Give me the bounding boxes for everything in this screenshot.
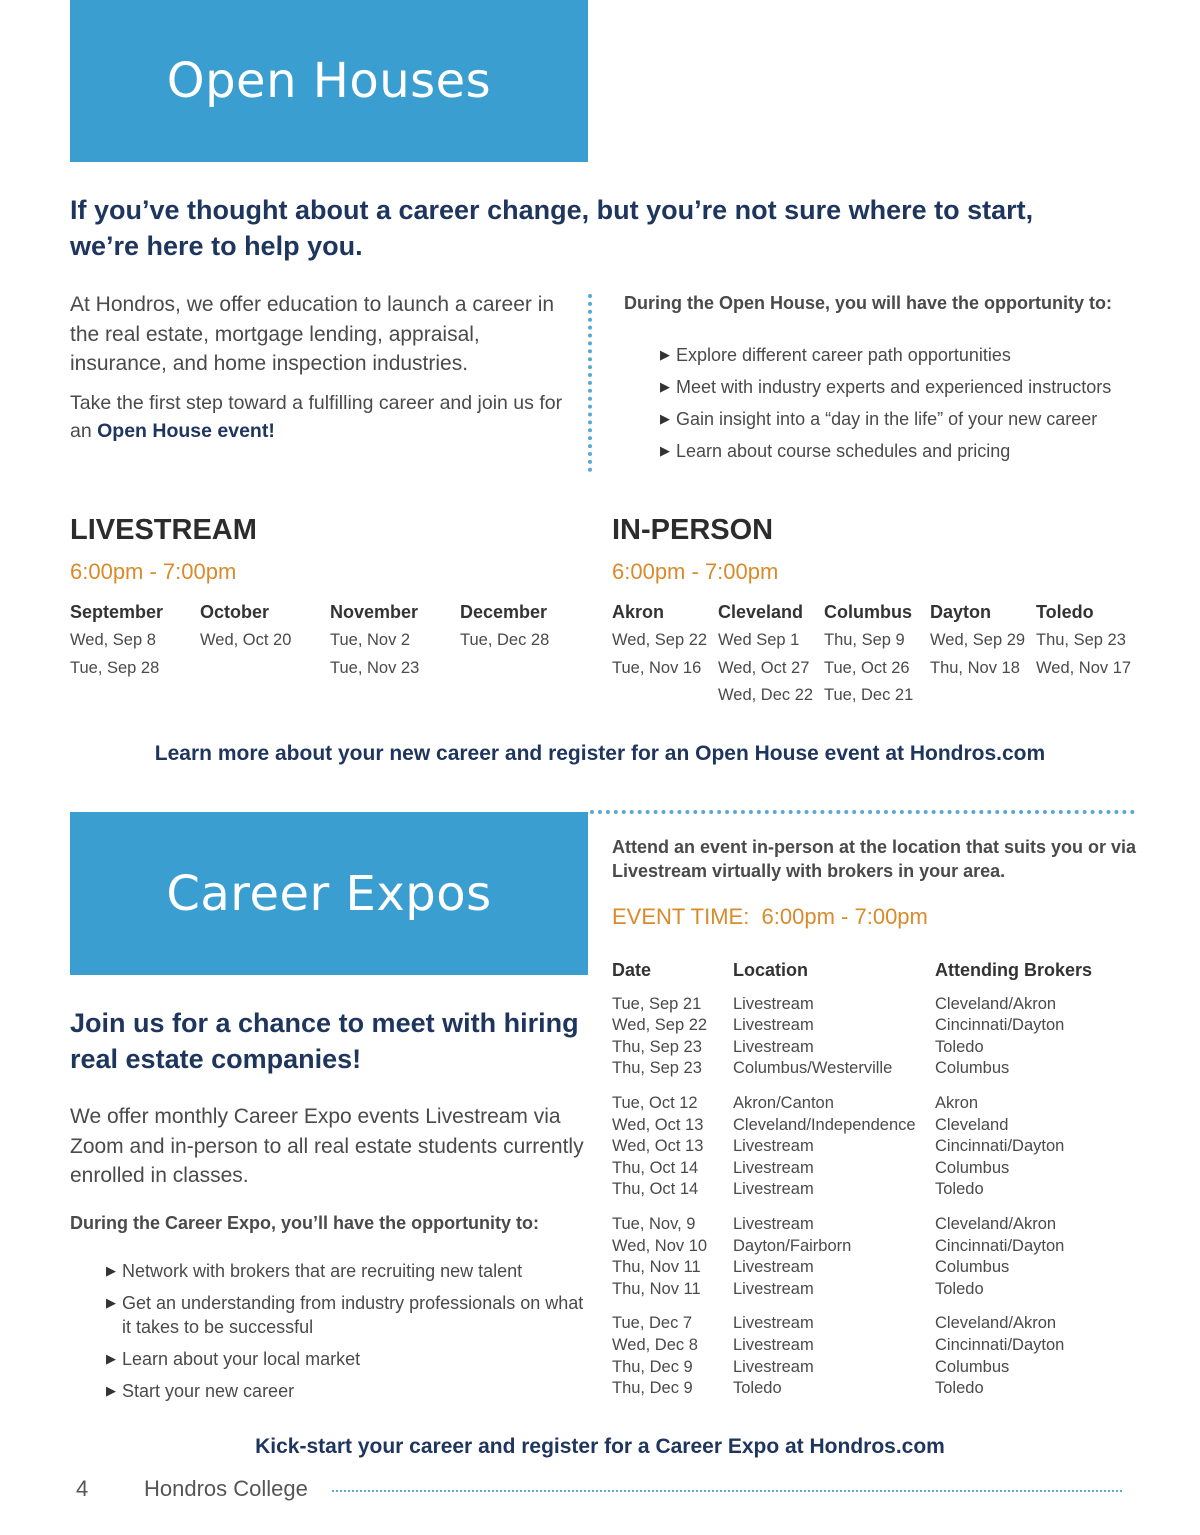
livestream-schedule: [70, 602, 590, 682]
brokers-cell: Columbus: [935, 1059, 1010, 1078]
schedule-date: Wed Sep 1: [718, 631, 800, 649]
table-row: [612, 1115, 1152, 1137]
livestream-title: LIVESTREAM: [70, 514, 257, 546]
date-cell: Thu, Dec 9: [612, 1357, 693, 1376]
schedule-date: Thu, Nov 18: [930, 658, 1020, 677]
schedule-column: [718, 602, 824, 710]
date-cell: Wed, Sep 22: [612, 1016, 708, 1035]
schedule-date: Tue, Oct 26: [824, 658, 910, 677]
schedule-date: Thu, Sep 23: [1036, 631, 1126, 649]
brokers-cell: Cleveland/Akron: [935, 994, 1057, 1013]
list-item: ▶ Meet with industry experts and experienced instructors: [660, 377, 1112, 397]
month-header: November: [330, 602, 419, 622]
date-cell: Tue, Sep 21: [612, 994, 702, 1013]
expo-month-group: [612, 1214, 1152, 1300]
schedule-date: Wed, Sep 29: [930, 631, 1026, 649]
brokers-cell: Columbus: [935, 1357, 1010, 1376]
date-cell: Thu, Sep 23: [612, 1059, 702, 1078]
column-header: Attending Brokers: [935, 960, 1093, 980]
city-header: Akron: [612, 602, 665, 622]
intro-paragraph-2-text: Take the first step toward a fulfilling career and join us for an: [70, 391, 563, 442]
schedule-column: [824, 602, 930, 710]
table-row: [612, 1214, 1152, 1236]
career-expos-title: Career Expos: [166, 865, 492, 922]
schedule-column: [930, 602, 1036, 710]
table-row: [612, 1037, 1152, 1059]
table-row: [612, 1279, 1152, 1301]
location-cell: Akron/Canton: [733, 1093, 834, 1112]
date-cell: Tue, Nov, 9: [612, 1214, 696, 1233]
open-houses-title: Open Houses: [166, 53, 492, 109]
location-cell: Livestream: [733, 1335, 814, 1354]
career-expos-body: We offer monthly Career Expo events Livestream via Zoom and in-person to all real estate students currently enrolled in classes.: [70, 1105, 584, 1187]
schedule-date: Wed, Sep 22: [612, 631, 708, 649]
list-item: ▶ Network with brokers that are recruiting new talent: [106, 1261, 523, 1281]
city-header: Toledo: [1036, 602, 1094, 622]
triangle-bullet-icon: ▶: [106, 1263, 116, 1278]
career-expos-banner: [70, 812, 588, 975]
schedule-date: Wed, Dec 22: [718, 686, 814, 704]
brokers-cell: Toledo: [935, 1379, 984, 1398]
schedule-date: Tue, Dec 21: [824, 686, 914, 704]
schedule-date: Wed, Oct 20: [200, 631, 292, 649]
location-cell: Livestream: [733, 1137, 814, 1156]
column-header: Date: [612, 960, 652, 980]
location-cell: Livestream: [733, 994, 814, 1013]
table-row: [612, 1136, 1152, 1158]
triangle-bullet-icon: ▶: [106, 1351, 116, 1366]
month-header: October: [200, 602, 270, 622]
expo-schedule-table: [612, 960, 1152, 1413]
schedule-date: Thu, Sep 9: [824, 631, 905, 649]
table-row: [612, 1357, 1152, 1379]
location-cell: Livestream: [733, 1279, 814, 1298]
location-cell: Livestream: [733, 1214, 814, 1233]
expo-month-group: [612, 1313, 1152, 1399]
city-header: Cleveland: [718, 602, 804, 622]
brokers-cell: Cincinnati/Dayton: [935, 1016, 1065, 1035]
date-cell: Tue, Dec 7: [612, 1314, 693, 1333]
brokers-cell: Toledo: [935, 1279, 984, 1298]
expo-month-group: [612, 994, 1152, 1080]
brokers-cell: Cleveland/Akron: [935, 1314, 1057, 1333]
location-cell: Toledo: [733, 1379, 782, 1398]
career-expo-opportunity-lead: During the Career Expo, you’ll have the opportunity to:: [70, 1213, 540, 1233]
schedule-column: [460, 602, 590, 682]
brokers-cell: Cincinnati/Dayton: [935, 1335, 1065, 1354]
location-cell: Livestream: [733, 1180, 814, 1199]
horizontal-dotted-divider: [590, 810, 1135, 814]
date-cell: Thu, Oct 14: [612, 1158, 699, 1177]
column-header: Location: [733, 960, 808, 980]
triangle-bullet-icon: ▶: [106, 1383, 116, 1398]
footer-brand: Hondros College: [144, 1476, 308, 1501]
date-cell: Thu, Dec 9: [612, 1379, 693, 1398]
career-expos-headline: Join us for a chance to meet with hiring real estate companies!: [70, 1008, 579, 1074]
open-houses-banner: [70, 0, 588, 162]
date-cell: Wed, Nov 10: [612, 1236, 708, 1255]
location-cell: Columbus/Westerville: [733, 1059, 893, 1078]
in-person-schedule: [612, 602, 1142, 710]
schedule-date: Tue, Sep 28: [70, 658, 160, 677]
location-cell: Livestream: [733, 1037, 814, 1056]
list-item: ▶ Start your new career: [106, 1381, 295, 1401]
date-cell: Thu, Nov 11: [612, 1258, 701, 1277]
date-cell: Wed, Dec 8: [612, 1335, 698, 1354]
table-row: [612, 1179, 1152, 1201]
schedule-date: Tue, Nov 23: [330, 658, 420, 677]
location-cell: Livestream: [733, 1258, 814, 1277]
open-house-opportunity-list: [660, 343, 1150, 463]
date-cell: Wed, Oct 13: [612, 1137, 704, 1156]
schedule-date: Tue, Nov 16: [612, 658, 702, 677]
table-header-row: [612, 960, 1152, 982]
schedule-column: [200, 602, 330, 682]
brokers-cell: Columbus: [935, 1258, 1010, 1277]
table-row: [612, 1093, 1152, 1115]
open-house-event-link: Open House event!: [97, 419, 275, 442]
schedule-date: Tue, Nov 2: [330, 631, 411, 649]
intro-paragraph-2: [70, 389, 570, 445]
table-row: [612, 1236, 1152, 1258]
career-expo-opportunity-list: [106, 1259, 586, 1403]
location-cell: Livestream: [733, 1158, 814, 1177]
date-cell: Thu, Nov 11: [612, 1279, 701, 1298]
open-house-opportunity-lead: During the Open House, you will have the opportunity to:: [624, 293, 1113, 313]
expo-month-group: [612, 1093, 1152, 1201]
location-cell: Livestream: [733, 1016, 814, 1035]
date-cell: Tue, Oct 12: [612, 1093, 698, 1112]
date-cell: Wed, Oct 13: [612, 1115, 704, 1134]
attend-description: Attend an event in-person at the location that suits you or via Livestream virtually with brokers in your area.: [612, 837, 1137, 881]
open-houses-intro: [70, 290, 570, 445]
vertical-dotted-divider: [588, 294, 592, 472]
open-house-register-link[interactable]: Learn more about your new career and register for an Open House event at Hondros.com: [154, 742, 1046, 765]
table-row: [612, 1313, 1152, 1335]
event-time: EVENT TIME: 6:00pm - 7:00pm: [612, 904, 928, 929]
triangle-bullet-icon: ▶: [106, 1295, 116, 1310]
triangle-bullet-icon: ▶: [660, 379, 670, 394]
career-expo-register-link[interactable]: Kick-start your career and register for a Career Expo at Hondros.com: [255, 1435, 945, 1458]
in-person-title: IN-PERSON: [612, 514, 774, 546]
location-cell: Livestream: [733, 1357, 814, 1376]
brokers-cell: Cincinnati/Dayton: [935, 1137, 1065, 1156]
month-header: December: [460, 602, 548, 622]
expo-table-body: [612, 994, 1152, 1400]
table-row: [612, 1015, 1152, 1037]
brokers-cell: Cleveland/Akron: [935, 1214, 1057, 1233]
schedule-date: Tue, Dec 28: [460, 631, 550, 649]
brokers-cell: Cleveland: [935, 1115, 1009, 1134]
open-houses-headline: If you’ve thought about a career change, but you’re not sure where to start, we’re here to help you.: [70, 195, 1034, 261]
intro-paragraph-1: At Hondros, we offer education to launch a career in the real estate, mortgage lending, appraisal, insurance, and home inspection industries.: [70, 293, 555, 375]
livestream-time: 6:00pm - 7:00pm: [70, 559, 237, 584]
table-row: [612, 994, 1152, 1016]
brokers-cell: Cincinnati/Dayton: [935, 1236, 1065, 1255]
schedule-date: Wed, Sep 8: [70, 631, 156, 649]
schedule-date: Wed, Nov 17: [1036, 658, 1132, 677]
list-item: ▶ Gain insight into a “day in the life” of your new career: [660, 409, 1098, 429]
city-header: Dayton: [930, 602, 992, 622]
schedule-column: [1036, 602, 1142, 710]
date-cell: Thu, Oct 14: [612, 1180, 699, 1199]
table-row: [612, 1158, 1152, 1180]
brokers-cell: Columbus: [935, 1158, 1010, 1177]
page-number: 4: [76, 1476, 89, 1501]
list-item: ▶ Learn about your local market: [106, 1349, 361, 1369]
list-item: ▶ Learn about course schedules and pricing: [660, 441, 1011, 461]
schedule-column: [612, 602, 718, 710]
footer-dotted-rule: [332, 1490, 1122, 1492]
table-row: [612, 1335, 1152, 1357]
brokers-cell: Toledo: [935, 1037, 984, 1056]
month-header: September: [70, 602, 164, 622]
list-item: ▶ Explore different career path opportunities: [660, 345, 1011, 365]
city-header: Columbus: [824, 602, 912, 622]
schedule-date: Wed, Oct 27: [718, 658, 810, 677]
location-cell: Cleveland/Independence: [733, 1115, 916, 1134]
in-person-time: 6:00pm - 7:00pm: [612, 559, 779, 584]
location-cell: Livestream: [733, 1314, 814, 1333]
triangle-bullet-icon: ▶: [660, 443, 670, 458]
table-row: [612, 1257, 1152, 1279]
list-item: ▶ Get an understanding from industry professionals on what it takes to be successful: [106, 1293, 584, 1337]
schedule-column: [70, 602, 200, 682]
triangle-bullet-icon: ▶: [660, 347, 670, 362]
table-row: [612, 1378, 1152, 1400]
date-cell: Thu, Sep 23: [612, 1037, 702, 1056]
table-row: [612, 1058, 1152, 1080]
schedule-column: [330, 602, 460, 682]
brokers-cell: Toledo: [935, 1180, 984, 1199]
triangle-bullet-icon: ▶: [660, 411, 670, 426]
location-cell: Dayton/Fairborn: [733, 1236, 852, 1255]
brokers-cell: Akron: [935, 1093, 979, 1112]
